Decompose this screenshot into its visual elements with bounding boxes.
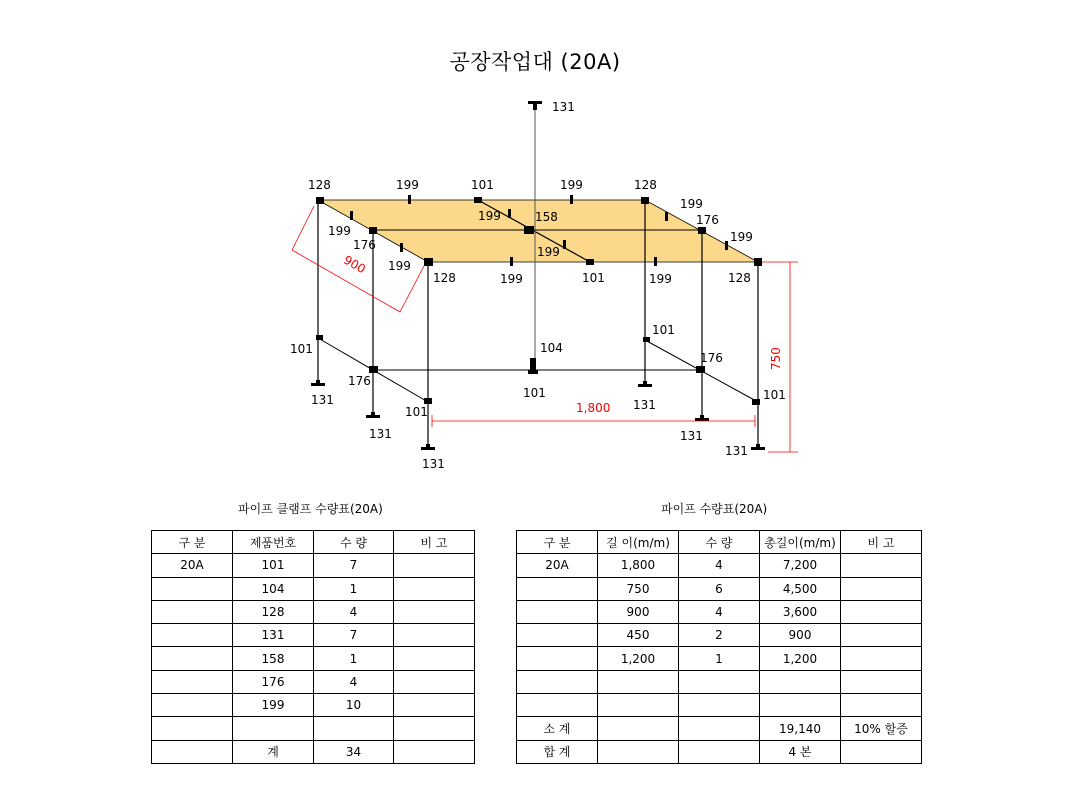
label-199: 199 [560, 178, 583, 192]
label-199: 199 [680, 197, 703, 211]
table-cell: 4 [314, 670, 394, 693]
table-cell [598, 717, 679, 740]
label-128: 128 [728, 271, 751, 285]
table-cell [841, 740, 922, 763]
clamp-quantity-table [151, 530, 475, 764]
table-header-cell: 총길이(m/m) [760, 531, 841, 554]
table-cell: 131 [233, 624, 314, 647]
table-cell: 4 본 [760, 740, 841, 763]
table-cell: 6 [679, 577, 760, 600]
table-row [152, 740, 475, 763]
table-cell: 계 [233, 740, 314, 763]
table-row [517, 717, 922, 740]
table-row [152, 647, 475, 670]
table-row [517, 740, 922, 763]
label-176: 176 [696, 213, 719, 227]
label-101: 101 [763, 388, 786, 402]
table-row [152, 717, 475, 740]
table-cell: 10% 할증 [841, 717, 922, 740]
table-header-cell: 구 분 [152, 531, 233, 554]
table-cell: 19,140 [760, 717, 841, 740]
table-cell [394, 717, 475, 740]
clamp-table-title: 파이프 클램프 수량표(20A) [238, 502, 383, 516]
table-header-row [152, 531, 475, 554]
label-101: 101 [405, 405, 428, 419]
label-176: 176 [700, 351, 723, 365]
label-199: 199 [649, 272, 672, 286]
table-cell: 176 [233, 670, 314, 693]
table-cell: 20A [517, 554, 598, 577]
table-cell: 4 [314, 600, 394, 623]
table-header-cell: 비 고 [394, 531, 475, 554]
table-cell [841, 577, 922, 600]
table-cell [517, 624, 598, 647]
label-128: 128 [433, 271, 456, 285]
table-cell [152, 647, 233, 670]
table-header-cell: 구 분 [517, 531, 598, 554]
table-row [517, 670, 922, 693]
label-199: 199 [537, 245, 560, 259]
table-row [517, 600, 922, 623]
table-cell [233, 717, 314, 740]
table-cell [679, 740, 760, 763]
table-cell: 3,600 [760, 600, 841, 623]
label-176: 176 [353, 238, 376, 252]
pipe-table-title: 파이프 수량표(20A) [661, 502, 768, 516]
table-cell: 10 [314, 694, 394, 717]
table-cell: 1,200 [598, 647, 679, 670]
table-cell [517, 694, 598, 717]
table-cell: 104 [233, 577, 314, 600]
table-header-row [517, 531, 922, 554]
label-199: 199 [388, 259, 411, 273]
table-row [517, 554, 922, 577]
label-131: 131 [422, 457, 445, 471]
label-104: 104 [540, 341, 563, 355]
label-199: 199 [328, 224, 351, 238]
table-cell [517, 670, 598, 693]
table-row [517, 624, 922, 647]
table-row [517, 647, 922, 670]
label-128: 128 [634, 178, 657, 192]
dimension-width: 1,800 [576, 401, 611, 415]
label-101: 101 [582, 271, 605, 285]
table-row [517, 577, 922, 600]
table-cell: 1 [679, 647, 760, 670]
label-101: 101 [290, 342, 313, 356]
table-cell [841, 600, 922, 623]
table-header-cell: 제품번호 [233, 531, 314, 554]
table-cell: 합 계 [517, 740, 598, 763]
label-131: 131 [680, 429, 703, 443]
label-199: 199 [478, 209, 501, 223]
table-cell [152, 624, 233, 647]
label-101: 101 [471, 178, 494, 192]
table-cell [394, 694, 475, 717]
table-row [152, 600, 475, 623]
label-131: 131 [633, 398, 656, 412]
table-cell [152, 694, 233, 717]
table-cell: 4 [679, 554, 760, 577]
table-row [152, 694, 475, 717]
table-cell [517, 577, 598, 600]
table-cell [394, 554, 475, 577]
table-cell: 450 [598, 624, 679, 647]
table-cell: 7 [314, 624, 394, 647]
label-176: 176 [348, 374, 371, 388]
table-cell [841, 554, 922, 577]
label-199: 199 [730, 230, 753, 244]
label-131: 131 [725, 444, 748, 458]
label-101: 101 [523, 386, 546, 400]
table-row [152, 624, 475, 647]
dimension-height: 750 [769, 347, 783, 370]
label-158: 158 [535, 210, 558, 224]
table-cell: 소 계 [517, 717, 598, 740]
table-cell [394, 600, 475, 623]
table-cell [152, 670, 233, 693]
table-cell [841, 647, 922, 670]
table-cell: 158 [233, 647, 314, 670]
table-cell [152, 717, 233, 740]
table-cell [152, 577, 233, 600]
table-cell: 20A [152, 554, 233, 577]
table-cell [841, 624, 922, 647]
table-cell [394, 577, 475, 600]
pipe-quantity-table [516, 530, 922, 764]
table-cell [841, 694, 922, 717]
table-cell [679, 670, 760, 693]
table-cell [152, 600, 233, 623]
table-header-cell: 수 량 [314, 531, 394, 554]
table-row [152, 554, 475, 577]
table-cell [679, 694, 760, 717]
table-cell [394, 740, 475, 763]
table-cell [314, 717, 394, 740]
table-cell [841, 670, 922, 693]
table-cell: 4 [679, 600, 760, 623]
label-131: 131 [369, 427, 392, 441]
table-header-cell: 비 고 [841, 531, 922, 554]
table-cell [394, 647, 475, 670]
dimension-depth: 900 [341, 252, 368, 277]
table-header-cell: 길 이(m/m) [598, 531, 679, 554]
label-131: 131 [311, 393, 334, 407]
table-header-cell: 수 량 [679, 531, 760, 554]
table-cell: 1,200 [760, 647, 841, 670]
table-cell: 1,800 [598, 554, 679, 577]
table-cell: 1 [314, 647, 394, 670]
table-cell [394, 624, 475, 647]
table-cell: 199 [233, 694, 314, 717]
table-cell: 7,200 [760, 554, 841, 577]
label-128: 128 [308, 178, 331, 192]
table-row [517, 694, 922, 717]
table-cell: 4,500 [760, 577, 841, 600]
table-row [152, 670, 475, 693]
label-199: 199 [396, 178, 419, 192]
table-cell: 7 [314, 554, 394, 577]
table-cell [598, 670, 679, 693]
table-cell [760, 694, 841, 717]
table-cell [598, 694, 679, 717]
table-cell: 900 [760, 624, 841, 647]
table-cell: 34 [314, 740, 394, 763]
table-cell: 1 [314, 577, 394, 600]
page-title: 공장작업대 (20A) [449, 50, 621, 74]
table-cell: 2 [679, 624, 760, 647]
table-cell [517, 600, 598, 623]
table-cell [517, 647, 598, 670]
table-cell: 750 [598, 577, 679, 600]
table-cell: 101 [233, 554, 314, 577]
table-cell [679, 717, 760, 740]
table-cell: 900 [598, 600, 679, 623]
table-cell [598, 740, 679, 763]
table-cell [394, 670, 475, 693]
label-199: 199 [500, 272, 523, 286]
table-cell [152, 740, 233, 763]
table-cell [760, 670, 841, 693]
table-cell: 128 [233, 600, 314, 623]
table-row [152, 577, 475, 600]
label-131-top: 131 [552, 100, 575, 114]
label-101: 101 [652, 323, 675, 337]
